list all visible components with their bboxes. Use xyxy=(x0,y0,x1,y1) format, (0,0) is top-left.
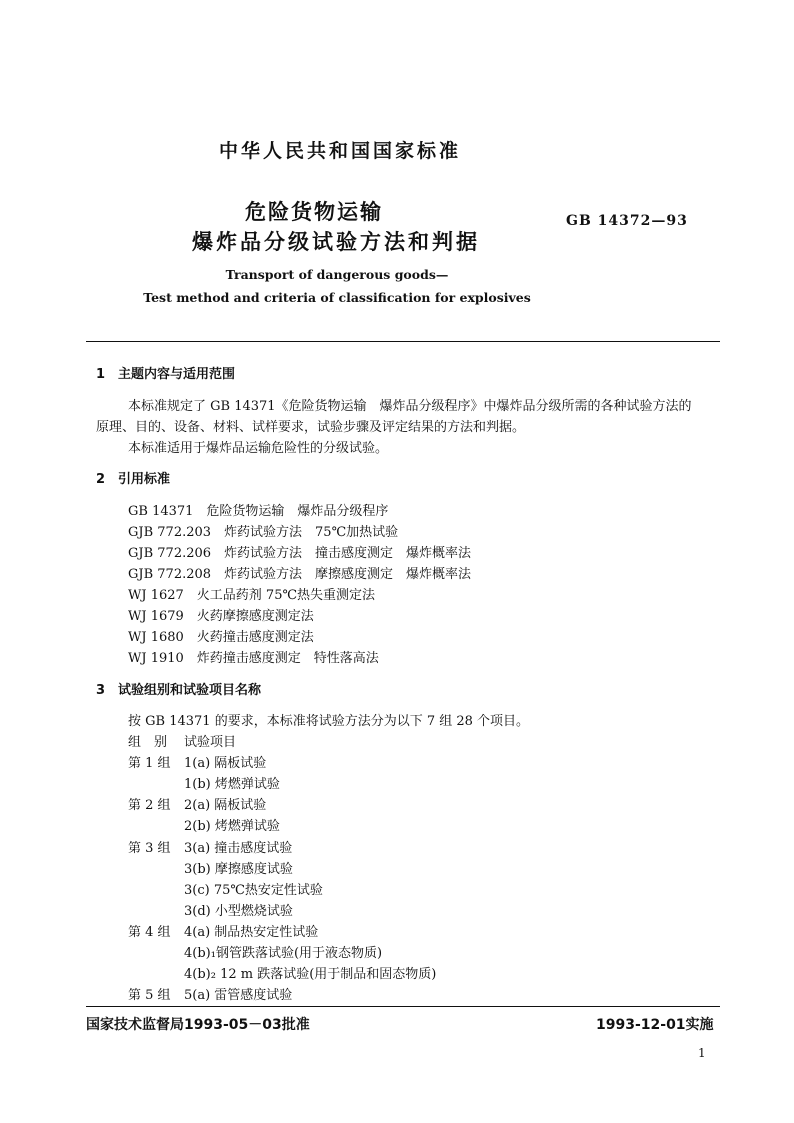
title-line-2: 爆炸品分级试验方法和判据 xyxy=(192,230,480,254)
group-label: 第 2 组 xyxy=(128,798,171,813)
group-label: 第 3 组 xyxy=(128,841,171,856)
group-label: 第 1 组 xyxy=(128,756,171,771)
header-divider xyxy=(86,341,720,342)
reference-item: WJ 1627 火工品药剂 75℃热失重测定法 xyxy=(128,588,376,603)
approval-date: 国家技术监督局1993-05－03批准 xyxy=(86,1017,310,1033)
section-2-heading: 2 引用标准 xyxy=(96,472,171,487)
national-standard-label: 中华人民共和国国家标准 xyxy=(218,140,461,162)
reference-item: WJ 1910 炸药撞击感度测定 特性落高法 xyxy=(128,651,379,666)
reference-item: WJ 1680 火药撞击感度测定法 xyxy=(128,630,314,645)
english-title-line-1: Transport of dangerous goods— xyxy=(225,267,449,282)
reference-item: GJB 772.206 炸药试验方法 撞击感度测定 爆炸概率法 xyxy=(128,546,472,561)
test-item: 3(d) 小型燃烧试验 xyxy=(184,904,293,919)
section-1-paragraph-line-2: 原理、目的、设备、材料、试样要求，试验步骤及评定结果的方法和判据。 xyxy=(96,420,526,435)
footer-divider xyxy=(86,1006,720,1007)
reference-item: GJB 772.203 炸药试验方法 75℃加热试验 xyxy=(128,525,399,540)
title-line-1: 危险货物运输 xyxy=(245,200,383,224)
section-1-heading: 1 主题内容与适用范围 xyxy=(96,367,236,382)
test-item: 3(c) 75℃热安定性试验 xyxy=(184,883,323,898)
group-label: 第 5 组 xyxy=(128,988,171,1003)
test-item: 3(a) 撞击感度试验 xyxy=(184,841,293,856)
test-item: 5(a) 雷管感度试验 xyxy=(184,988,293,1003)
reference-item: WJ 1679 火药摩擦感度测定法 xyxy=(128,609,314,624)
section-3-intro: 按 GB 14371 的要求，本标准将试验方法分为以下 7 组 28 个项目。 xyxy=(128,714,530,729)
test-item: 4(b)₁钢管跌落试验(用于液态物质) xyxy=(184,946,383,961)
reference-item: GJB 772.208 炸药试验方法 摩擦感度测定 爆炸概率法 xyxy=(128,567,472,582)
standard-number: GB 14372—93 xyxy=(566,213,688,229)
page-number: 1 xyxy=(698,1046,706,1060)
test-item: 4(b)₂ 12 m 跌落试验(用于制品和固态物质) xyxy=(184,967,437,982)
english-title-line-2: Test method and criteria of classification for explosives xyxy=(143,290,531,305)
test-item: 2(b) 烤燃弹试验 xyxy=(184,819,280,834)
test-item: 3(b) 摩擦感度试验 xyxy=(184,862,293,877)
implementation-date: 1993-12-01实施 xyxy=(596,1017,714,1033)
reference-item: GB 14371 危险货物运输 爆炸品分级程序 xyxy=(128,504,389,519)
test-item: 4(a) 制品热安定性试验 xyxy=(184,925,319,940)
section-3-heading: 3 试验组别和试验项目名称 xyxy=(96,683,262,698)
column-header-item: 试验项目 xyxy=(184,735,237,750)
section-1-paragraph-line-1: 本标准规定了 GB 14371《危险货物运输 爆炸品分级程序》中爆炸品分级所需的各种试验方法的 xyxy=(128,399,692,414)
test-item: 1(a) 隔板试验 xyxy=(184,756,267,771)
test-item: 1(b) 烤燃弹试验 xyxy=(184,777,280,792)
test-item: 2(a) 隔板试验 xyxy=(184,798,267,813)
section-1-paragraph-2: 本标准适用于爆炸品运输危险性的分级试验。 xyxy=(128,441,389,456)
column-header-group: 组 别 xyxy=(128,735,168,750)
group-label: 第 4 组 xyxy=(128,925,171,940)
